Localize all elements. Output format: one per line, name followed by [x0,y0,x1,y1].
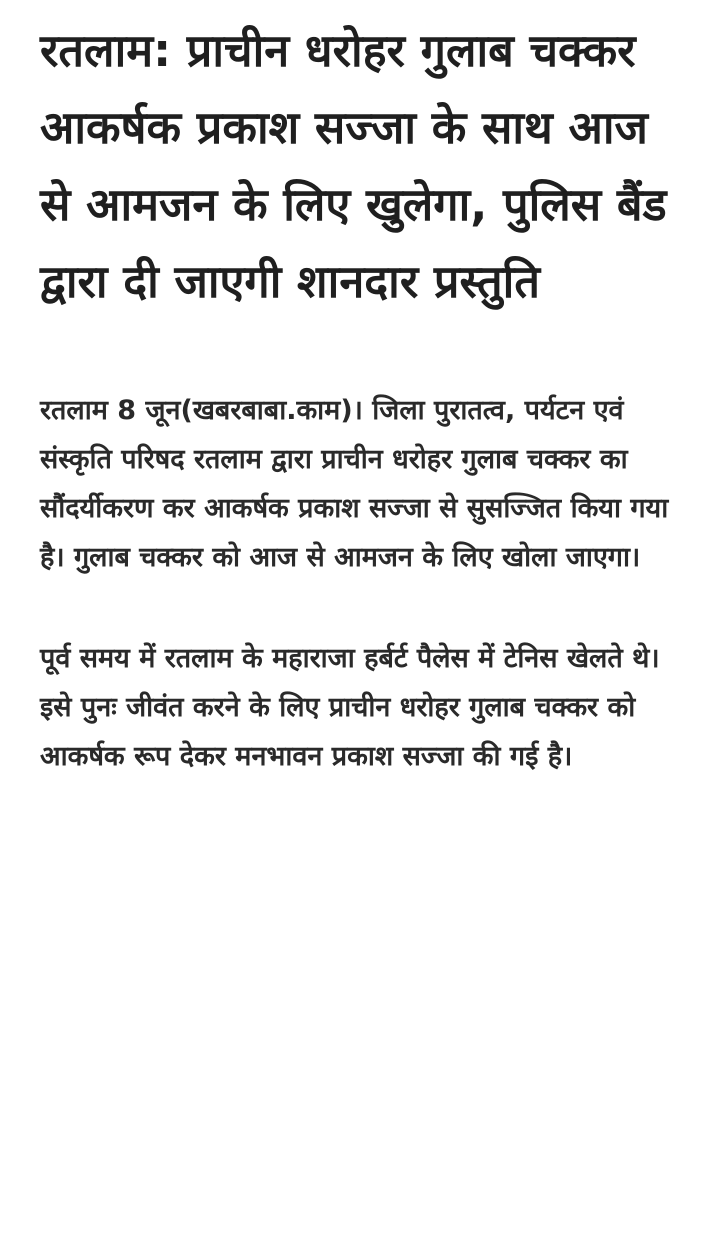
article-headline: रतलाम: प्राचीन धरोहर गुलाब चक्कर आकर्षक प्रकाश सज्जा के साथ आज से आमजन के लिए खुलेगा, पुलिस बैंड द्वारा दी जाएगी शानदार प्रस्तुति [40,24,667,308]
article-paragraph-1: रतलाम 8 जून(खबरबाबा.काम)। जिला पुरातत्व, पर्यटन एवं संस्कृति परिषद रतलाम द्वारा प्राचीन धरोहर गुलाब चक्कर का सौंदर्यीकरण कर आकर्षक प्रकाश सज्जा से सुसज्जित किया गया है। गुलाब चक्कर को आज से आमजन के लिए खोला जाएगा। [40,395,669,573]
article-paragraph-2: पूर्व समय में रतलाम के महाराजा हर्बर्ट पैलेस में टेनिस खेलते थे। इसे पुनः जीवंत करने के लिए प्राचीन धरोहर गुलाब चक्कर को आकर्षक रूप देकर मनभावन प्रकाश सज्जा की गई है। [40,643,660,772]
news-article [40,12,690,781]
